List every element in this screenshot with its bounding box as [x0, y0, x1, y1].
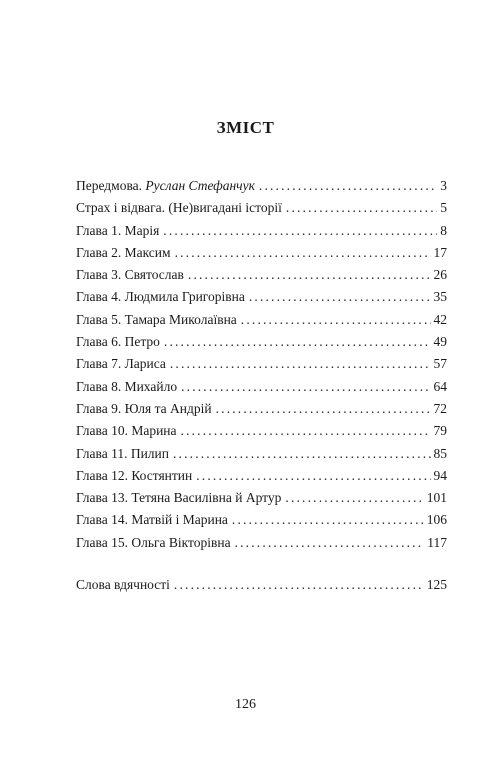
toc-entry-label: Глава 5. Тамара Миколаївна	[76, 311, 237, 327]
toc-entry-label: Глава 2. Максим	[76, 244, 171, 260]
toc-entry-intro	[76, 200, 447, 222]
toc-entry-label: Глава 7. Лариса	[76, 356, 166, 372]
toc-entry-page: 57	[433, 356, 447, 372]
dot-leader	[232, 512, 424, 528]
toc-entry-chapter-3	[76, 267, 447, 289]
dot-leader	[241, 312, 431, 328]
toc-entry-label: Страх і відвага. (Не)вигадані історії	[76, 200, 282, 216]
page-number: 126	[235, 697, 256, 712]
toc-entry-page: 72	[433, 400, 447, 416]
toc-entry-chapter-8	[76, 379, 447, 401]
toc-entry-label: Глава 12. Костянтин	[76, 467, 193, 483]
toc-entry-chapter-7	[76, 356, 447, 378]
dot-leader	[235, 535, 425, 551]
toc-entry-page: 79	[433, 423, 447, 439]
toc-entry-page: 26	[433, 267, 447, 283]
toc-entry-label: Глава 3. Святослав	[76, 267, 184, 283]
toc-entry-chapter-13	[76, 490, 447, 512]
dot-leader	[286, 200, 437, 216]
toc-entry-label: Передмова. Руслан Стефанчук	[76, 178, 255, 193]
toc-entry-page: 94	[433, 467, 447, 483]
dot-leader	[163, 223, 437, 239]
toc-entry-chapter-5	[76, 312, 447, 334]
toc-entry-page: 42	[433, 311, 447, 327]
toc-entry-page: 3	[440, 178, 447, 193]
toc-entry-label: Слова вдячності	[76, 577, 170, 592]
toc-entry-label: Глава 15. Ольга Вікторівна	[76, 534, 231, 550]
dot-leader	[170, 356, 431, 372]
dot-leader	[181, 379, 430, 395]
toc-entry-page: 49	[433, 334, 447, 350]
toc-entry-chapter-12	[76, 468, 447, 490]
toc-entry-page: 17	[433, 244, 447, 260]
toc-entry-page: 5	[440, 200, 447, 216]
dot-leader	[173, 446, 431, 462]
dot-leader	[216, 401, 431, 417]
toc-entry-acknowledgements	[76, 577, 447, 599]
toc-entry-author: Руслан Стефанчук	[145, 178, 255, 193]
toc-entry-label: Глава 11. Пилип	[76, 445, 169, 461]
toc-entry-chapter-4	[76, 289, 447, 311]
toc-entry-label: Глава 10. Марина	[76, 423, 177, 439]
toc-entry-page: 64	[433, 378, 447, 394]
toc-entry-label: Глава 8. Михайло	[76, 378, 178, 394]
toc-entry-chapter-14	[76, 512, 447, 534]
toc-entry-chapter-15	[76, 535, 447, 557]
toc-entry-page: 117	[427, 534, 447, 550]
toc-entry-chapter-6	[76, 334, 447, 356]
toc-entry-page: 8	[440, 222, 447, 238]
table-of-contents-appendix	[76, 577, 447, 599]
toc-entry-chapter-1	[76, 223, 447, 245]
toc-entry-label: Глава 9. Юля та Андрій	[76, 400, 212, 416]
dot-leader	[188, 267, 431, 283]
dot-leader	[249, 289, 431, 305]
dot-leader	[259, 178, 437, 194]
toc-entry-page: 101	[426, 490, 447, 506]
dot-leader	[175, 245, 431, 261]
toc-entry-label: Глава 13. Тетяна Василівна й Артур	[76, 490, 282, 506]
dot-leader	[285, 490, 423, 506]
toc-entry-label: Глава 1. Марія	[76, 222, 160, 238]
toc-entry-page: 106	[426, 512, 447, 528]
table-of-contents	[76, 178, 447, 557]
toc-entry-preface	[76, 178, 447, 200]
toc-entry-chapter-11	[76, 446, 447, 468]
toc-entry-label: Глава 14. Матвій і Марина	[76, 512, 228, 528]
page-title: ЗМІСТ	[216, 118, 275, 137]
toc-entry-page: 85	[433, 445, 447, 461]
dot-leader	[181, 423, 431, 439]
toc-entry-chapter-10	[76, 423, 447, 445]
toc-entry-page: 125	[426, 577, 447, 592]
toc-entry-label: Глава 4. Людмила Григорівна	[76, 289, 245, 305]
toc-entry-label: Глава 6. Петро	[76, 334, 160, 350]
dot-leader	[164, 334, 431, 350]
toc-entry-chapter-2	[76, 245, 447, 267]
toc-entry-page: 35	[433, 289, 447, 305]
dot-leader	[196, 468, 430, 484]
toc-entry-chapter-9	[76, 401, 447, 423]
dot-leader	[174, 577, 424, 593]
